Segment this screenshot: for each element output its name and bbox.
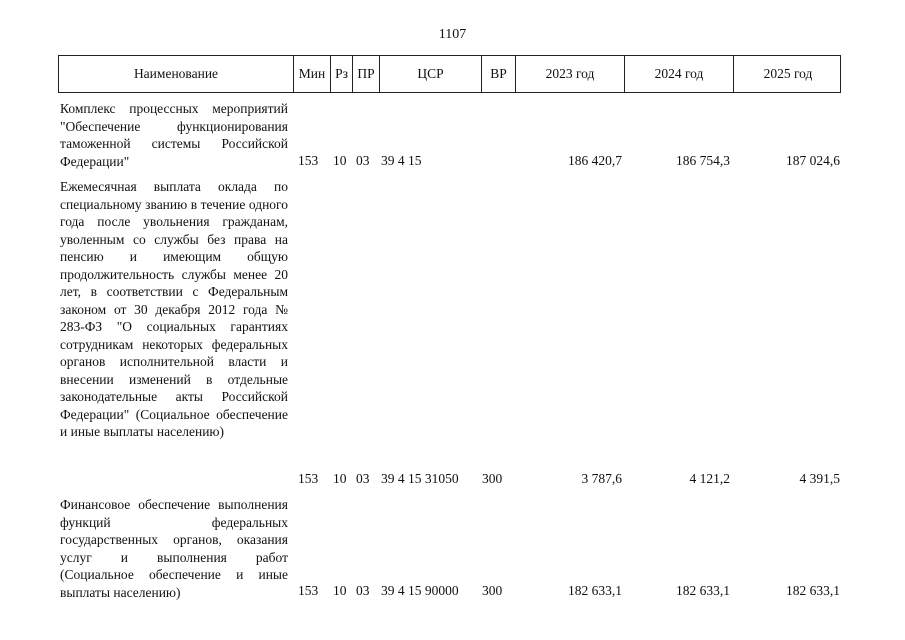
row-2023: 186 420,7 (568, 153, 622, 168)
row-pr: 03 (356, 153, 370, 168)
row-2024: 4 121,2 (689, 471, 730, 486)
row-2025: 182 633,1 (786, 583, 840, 598)
header-pr: ПР (353, 56, 380, 92)
row-2025: 187 024,6 (786, 153, 840, 168)
header-2025: 2025 год (763, 66, 813, 81)
header-2024: 2024 год (625, 56, 734, 92)
row-min: 153 (298, 153, 319, 168)
header-rz: Рз (331, 56, 353, 92)
row-min: 153 (298, 583, 319, 598)
header-csr: ЦСР (380, 56, 482, 92)
row-name: Комплекс процессных мероприятий "Обеспечение функционирования таможенной системы Российской Федерации" (60, 101, 288, 169)
row-name: Финансовое обеспечение выполнения функций федеральных государственных органов, оказания услуг и выполнения работ (Социальное обеспечение и иные выплаты населению) (60, 497, 288, 600)
page-number: 1107 (438, 27, 467, 42)
row-2024: 182 633,1 (676, 583, 730, 598)
row-2025: 4 391,5 (799, 471, 840, 486)
row-min: 153 (298, 471, 319, 486)
header-2023: 2023 год (516, 56, 625, 92)
header-vr: ВР (482, 56, 516, 92)
row-vr: 300 (482, 471, 503, 486)
row-2024: 186 754,3 (676, 153, 730, 168)
table-header (58, 55, 841, 93)
row-2023: 3 787,6 (581, 471, 622, 486)
row-csr: 39 4 15 90000 (381, 583, 459, 598)
row-2023: 182 633,1 (568, 583, 622, 598)
row-name: Ежемесячная выплата оклада по специальному званию в течение одного года после увольнения гражданам, уволенным со службы без права на пенсию и имеющим общую продолжительность службы менее 20 лет, в соответствии с Федеральным законом от 30 декабря 2012 года № 283-ФЗ "О социальных гарантиях сотрудникам некоторых федеральных органов исполнительной власти и внесении изменений в отдельные законодательные акты Российской Федерации" (Социальное обеспечение и иные выплаты населению) (60, 179, 288, 439)
row-csr: 39 4 15 (381, 153, 422, 168)
header-name: Наименование (59, 56, 294, 92)
row-pr: 03 (356, 471, 370, 486)
row-csr: 39 4 15 31050 (381, 471, 459, 486)
row-rz: 10 (333, 471, 347, 486)
header-min: Мин (294, 56, 331, 92)
row-rz: 10 (333, 153, 347, 168)
row-pr: 03 (356, 583, 370, 598)
row-rz: 10 (333, 583, 347, 598)
row-vr: 300 (482, 583, 503, 598)
